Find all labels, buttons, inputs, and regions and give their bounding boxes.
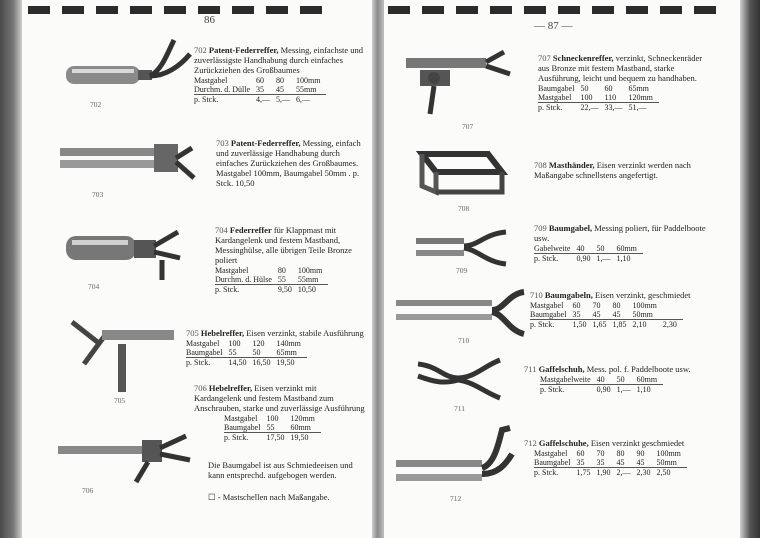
spec-table: Mastgabel 60 70 80 90 100mm Baumgabel 35 35 45 45 50mm p. Stck. 1,75 1,90 2,— 2,30 2,50 xyxy=(534,449,687,477)
reef-fitting-icon xyxy=(66,316,186,396)
spec-table: Gabelweite 40 50 60mm p. Stck. 0,90 1,— 1,10 xyxy=(534,244,643,263)
item-number: 702 xyxy=(194,45,207,55)
catalog-item-703 xyxy=(216,138,366,188)
item-number: 704 xyxy=(215,225,228,235)
item-number: 712 xyxy=(524,438,537,448)
item-number: 706 xyxy=(194,383,207,393)
catalog-item-710 xyxy=(530,290,720,329)
catalog-item-704 xyxy=(215,225,365,294)
spec-table: Mastgabel 100 120 140mm Baumgabel 55 50 65mm p. Stck. 14,50 16,50 19,50 xyxy=(186,339,307,367)
right-edge-shadow xyxy=(740,0,760,538)
reef-fitting-icon xyxy=(56,430,206,486)
fig-705-label: 705 xyxy=(114,396,126,405)
note-baumgabel: Die Baumgabel ist aus Schmiedeeisen und kann entsprechd. aufgebogen werden. xyxy=(208,460,353,480)
item-description: Eisen verzinkt geschmiedet xyxy=(590,438,685,448)
item-title: Gaffelschuhe, xyxy=(538,438,589,448)
item-title: Patent-Federreffer, xyxy=(230,138,301,148)
fig-709-label: 709 xyxy=(456,266,468,275)
boom-fork-icon xyxy=(414,228,514,268)
item-description: Mess. pol. f. Paddelboote usw. xyxy=(586,364,691,374)
fig-708-label: 708 xyxy=(458,204,470,213)
item-number: 707 xyxy=(538,53,551,63)
item-description: Messing, einfachste und zuverlässigste Handhabung durch einfaches Zurückziehen des Großbaumes xyxy=(194,45,364,75)
item-title: Baumgabeln, xyxy=(544,290,593,300)
item-number: 705 xyxy=(186,328,199,338)
catalog-item-712 xyxy=(524,438,724,477)
fig-712-label: 712 xyxy=(450,494,462,503)
item-title: Masthänder, xyxy=(548,160,595,170)
top-register-marks xyxy=(388,6,716,14)
book-gutter xyxy=(372,0,384,538)
spec-table: Baumgabel 50 60 65mm Mastgabel 100 110 120mm p. Stck. 22,— 33,— 51,— xyxy=(538,84,659,112)
catalog-item-708 xyxy=(534,160,714,180)
boom-fork-icon xyxy=(394,288,534,340)
item-number: 703 xyxy=(216,138,229,148)
catalog-item-705 xyxy=(186,328,366,367)
spec-table: Mastgabelweite 40 50 60mm p. Stck. 0,90 1,— 1,10 xyxy=(540,375,663,394)
fig-706-label: 706 xyxy=(82,486,94,495)
item-number: 711 xyxy=(524,364,537,374)
note-mastschellen: ☐ - Mastschellen nach Maßangabe. xyxy=(208,492,330,502)
spec-table: Mastgabel 80 100mm Durchm. d. Hülse 55 55mm p. Stck. 9,50 10,50 xyxy=(215,266,328,294)
gaff-jaw-icon xyxy=(414,356,504,402)
item-description: Eisen verzinkt, stabile Ausführung xyxy=(246,328,364,338)
reef-fitting-icon xyxy=(62,226,202,286)
mast-band-icon xyxy=(412,146,512,200)
right-page xyxy=(384,0,740,538)
catalog-item-702 xyxy=(194,45,364,104)
reef-fitting-icon xyxy=(62,36,202,108)
spec-table: Mastgabel 100 120mm Baumgabel 55 60mm p. Stck. 17,50 19,50 xyxy=(224,414,321,442)
item-title: Hebelreffer, xyxy=(208,383,253,393)
gaff-jaw-icon xyxy=(394,424,524,494)
item-title: Baumgabel, xyxy=(548,223,593,233)
mast-band-icon xyxy=(400,48,530,120)
item-description: Messing, einfach und zuverlässige Handhabung durch einfaches Zurückziehen des Großbaumes. Mastgabel 100mm, Baumgabel 50mm . p. Stck. 10,50 xyxy=(216,138,361,188)
item-title: Hebelreffer, xyxy=(200,328,245,338)
left-page xyxy=(22,0,372,538)
item-number: 708 xyxy=(534,160,547,170)
item-description: verzinkt, Schneckenräder aus Bronze mit festem Mastband, starke Ausführung, leicht und bequem zu handhaben. xyxy=(538,53,703,83)
item-title: Patent-Federreffer, xyxy=(208,45,279,55)
fig-703-label: 703 xyxy=(92,190,104,199)
fig-702-label: 702 xyxy=(90,100,102,109)
fig-704-label: 704 xyxy=(88,282,100,291)
catalog-item-707 xyxy=(538,53,708,112)
catalog-item-706 xyxy=(194,383,366,442)
page-number-left: 86 xyxy=(204,14,215,26)
item-title: Federreffer xyxy=(229,225,272,235)
fig-707-label: 707 xyxy=(462,122,474,131)
item-title: Schneckenreffer, xyxy=(552,53,614,63)
fig-711-label: 711 xyxy=(454,404,465,413)
spec-table: Mastgabel 60 80 100mm Durchm. d. Dülle 35 45 55mm p. Stck. 4,— 5,— 6,— xyxy=(194,76,326,104)
item-number: 709 xyxy=(534,223,547,233)
catalog-item-709 xyxy=(534,223,714,263)
item-description: Eisen verzinkt mit Kardangelenk und festem Mastband zum Anschrauben, starke und zuverlässige Ausführung xyxy=(194,383,365,413)
reef-fitting-icon xyxy=(58,140,208,190)
item-description: Eisen verzinkt, geschmiedet xyxy=(594,290,691,300)
item-title: Gaffelschuh, xyxy=(538,364,585,374)
left-edge-shadow xyxy=(0,0,22,538)
fig-710-label: 710 xyxy=(458,336,470,345)
catalog-item-711 xyxy=(524,364,724,394)
item-number: 710 xyxy=(530,290,543,300)
item-description: Messing poliert, für Paddelboote usw. xyxy=(534,223,706,243)
spec-table: Mastgabel 60 70 80 100mm Baumgabel 35 45 45 50mm p. Stck. 1,50 1,65 1,85 2,10 2,30 xyxy=(530,301,683,329)
page-number-right: — 87 — xyxy=(534,20,573,32)
item-description: für Klappmast mit Kardangelenk und festem Mastband, Messinghülse, alle übrigen Teile Bronze poliert xyxy=(215,225,352,265)
item-description: Eisen verzinkt werden nach Maßangabe schnellstens angefertigt. xyxy=(534,160,691,180)
top-register-marks xyxy=(28,6,322,14)
